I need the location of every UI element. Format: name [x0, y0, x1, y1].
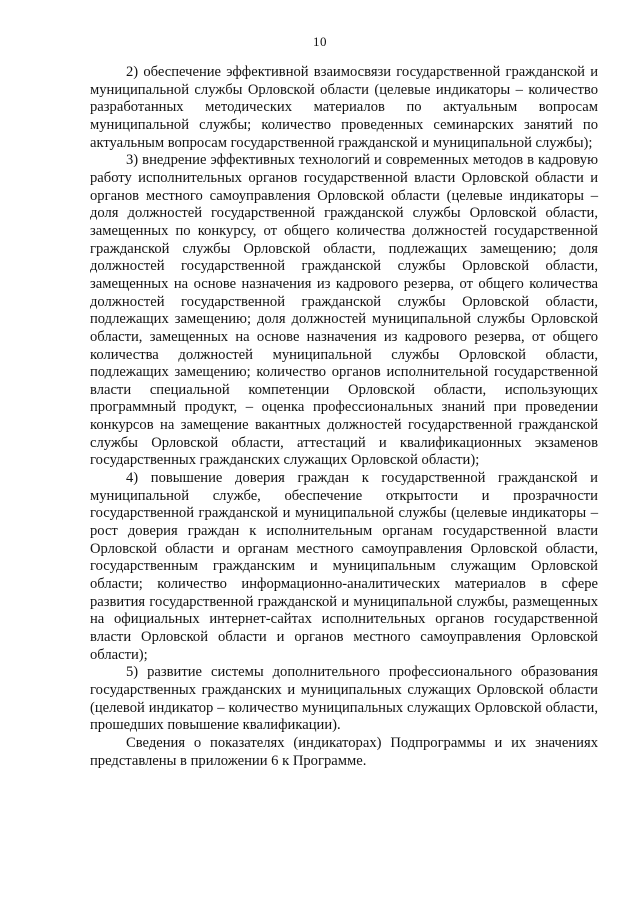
paragraph-item-2: 2) обеспечение эффективной взаимосвязи государственной гражданской и муниципальной службы Орловской области (целевые индикаторы – количество разработанных методических материалов по актуальным вопросам муниципальной службы; количество проведенных семинарских занятий по актуальным вопросам государственной гражданской и муниципальной службы); — [90, 64, 598, 151]
page-number: 10 — [313, 34, 327, 49]
paragraph-indicators-reference: Сведения о показателях (индикаторах) Подпрограммы и их значениях представлены в приложении 6 к Программе. — [90, 734, 598, 769]
paragraph-item-5: 5) развитие системы дополнительного профессионального образования государственных гражданских и муниципальных служащих Орловской области (целевой индикатор – количество муниципальных служащих Орловской области, прошедших повышение квалификации). — [90, 664, 598, 734]
paragraph-item-3: 3) внедрение эффективных технологий и современных методов в кадровую работу исполнительных органов государственной власти Орловской области и органов местного самоуправления Орловской области (целевые индикаторы – доля должностей государственной гражданской службы Орловской области, замещенных по конкурсу, от общего количества должностей государственной гражданской службы Орловской области, подлежащих замещению; доля должностей государственной гражданской службы Орловской области, замещенных на основе назначения из кадрового резерва, от общего количества должностей государственной гражданской службы Орловской области, подлежащих замещению; доля должностей муниципальной службы Орловской области, замещенных на основе назначения из кадрового резерва, от общего количества должностей муниципальной службы Орловской области, подлежащих замещению; количество органов исполнительной государственной власти специальной компетенции Орловской области, использующих программный продукт, – оценка профессиональных знаний при проведении конкурсов на замещение вакантных должностей государственной гражданской службы Орловской области, аттестаций и квалификационных экзаменов государственных гражданских служащих Орловской области); — [90, 152, 598, 469]
paragraph-item-4: 4) повышение доверия граждан к государственной гражданской и муниципальной службе, обеспечение открытости и прозрачности государственной гражданской и муниципальной службы (целевые индикаторы – рост доверия граждан к исполнительным органам государственной власти Орловской области и органам местного самоуправления Орловской области, государственным гражданским и муниципальным служащим Орловской области; количество информационно-аналитических материалов в сфере развития государственной гражданской и муниципальной службы, размещенных на официальных интернет-сайтах исполнительных органов государственной власти Орловской области и органов местного самоуправления Орловской области); — [90, 470, 598, 663]
document-body — [90, 64, 598, 770]
